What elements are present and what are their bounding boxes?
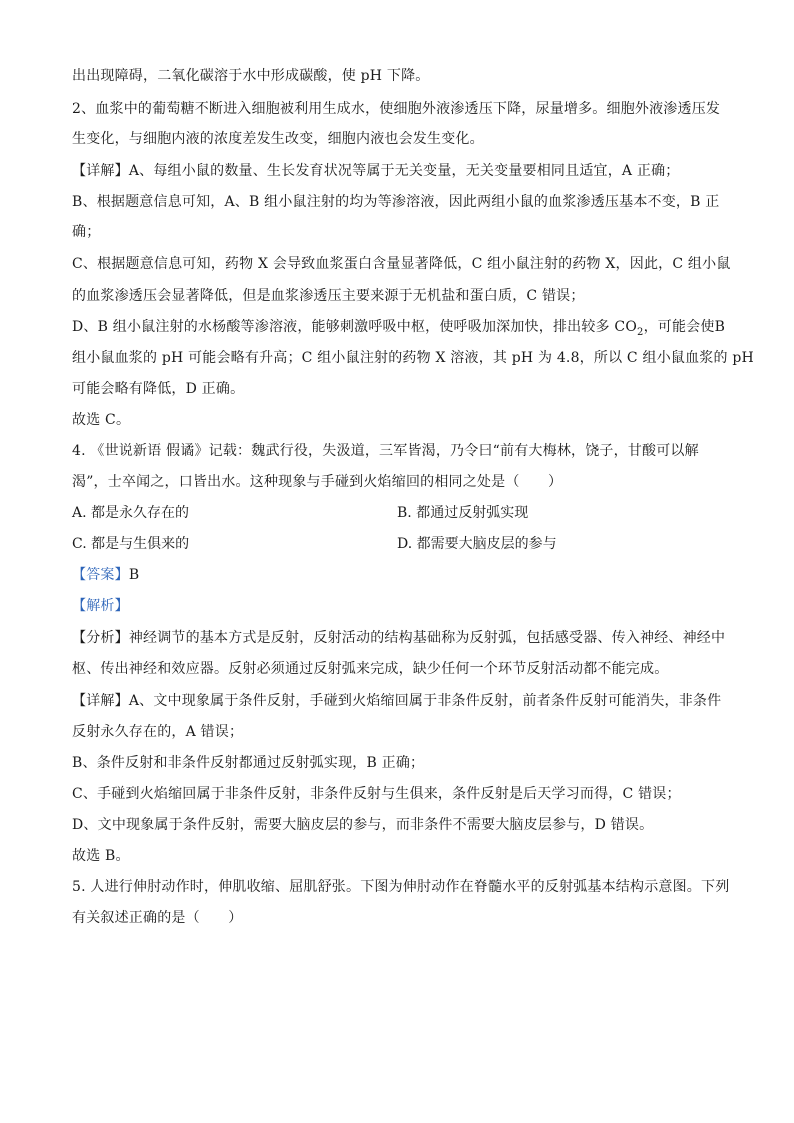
option-b: B. 都通过反射弧实现 bbox=[397, 505, 529, 521]
analysis-subtag: 【分析】 bbox=[72, 630, 129, 646]
text-line bbox=[72, 317, 732, 337]
text-line: B、根据题意信息可知，A、B 组小鼠注射的均为等渗溶液，因此两组小鼠的血浆渗透压基本不变，B 正 bbox=[72, 194, 720, 210]
question-4-line: 4. 《世说新语 假谲》记载：魏武行役，失汲道，三军皆渴，乃令曰“前有大梅林，饶子，甘酸可以解 bbox=[72, 443, 699, 459]
text-line: 生变化，与细胞内液的浓度差发生改变，细胞内液也会发生变化。 bbox=[72, 131, 484, 147]
option-a: A. 都是永久存在的 bbox=[72, 505, 190, 521]
text-line: 可能会略有降低，D 正确。 bbox=[72, 381, 245, 397]
option-c: C. 都是与生俱来的 bbox=[72, 536, 190, 552]
detail-tag: 【详解】 bbox=[72, 693, 129, 709]
analysis-tag: 【解析】 bbox=[72, 598, 129, 614]
question-5-line: 有关叙述正确的是（ ） bbox=[72, 910, 243, 926]
text-line: 组小鼠血浆的 pH 可能会略有升高；C 组小鼠注射的药物 X 溶液，其 pH 为 4.8，所以 C 组小鼠血浆的 pH bbox=[72, 350, 754, 366]
text-line: C、根据题意信息可知，药物 X 会导致血浆蛋白含量显著降低，C 组小鼠注射的药物 X，因此，C 组小鼠 bbox=[72, 256, 731, 272]
detail-line bbox=[72, 691, 732, 711]
text-line: B、条件反射和非条件反射都通过反射弧实现，B 正确； bbox=[72, 755, 425, 771]
answer-tag: 【答案】 bbox=[72, 567, 129, 583]
text-line: 出出现障碍，二氧化碳溶于水中形成碳酸，使 pH 下降。 bbox=[72, 68, 430, 84]
text-span: A、每组小鼠的数量、生长发育状况等属于无关变量，无关变量要相同且适宜，A 正确； bbox=[128, 163, 680, 179]
answer-line bbox=[72, 565, 732, 585]
question-5-line: 5. 人进行伸肘动作时，伸肌收缩、屈肌舒张。下图为伸肘动作在脊髓水平的反射弧基本结构示意图。下列 bbox=[72, 879, 730, 895]
text-line: C、手碰到火焰缩回属于非条件反射，非条件反射与生俱来，条件反射是后天学习而得，C 错误； bbox=[72, 786, 681, 802]
question-4-line: 渴”，士卒闻之，口皆出水。这种现象与手碰到火焰缩回的相同之处是（ ） bbox=[72, 474, 563, 490]
text-line: 的血浆渗透压会显著降低，但是血浆渗透压主要来源于无机盐和蛋白质，C 错误； bbox=[72, 288, 585, 304]
detail-line bbox=[72, 161, 732, 181]
text-line: 枢、传出神经和效应器。反射必须通过反射弧来完成，缺少任何一个环节反射活动都不能完成。 bbox=[72, 661, 669, 677]
choose-line: 故选 B。 bbox=[72, 848, 130, 864]
analysis-line bbox=[72, 628, 732, 648]
text-line: D、文中现象属于条件反射，需要大脑皮层的参与，而非条件不需要大脑皮层参与，D 错误。 bbox=[72, 817, 654, 833]
text-span: ，可能会使B bbox=[643, 319, 726, 335]
text-line: 反射永久存在的，A 错误； bbox=[72, 724, 244, 740]
detail-tag: 【详解】 bbox=[72, 163, 129, 179]
text-line: 确； bbox=[72, 224, 101, 240]
answer-value: B bbox=[128, 567, 140, 583]
option-d: D. 都需要大脑皮层的参与 bbox=[397, 536, 557, 552]
subscript: 2 bbox=[637, 326, 644, 338]
text-span: A、文中现象属于条件反射，手碰到火焰缩回属于非条件反射，前者条件反射可能消失，非条件 bbox=[128, 693, 722, 709]
text-span: 神经调节的基本方式是反射，反射活动的结构基础称为反射弧，包括感受器、传入神经、神经中 bbox=[128, 630, 726, 646]
text-span: D、B 组小鼠注射的水杨酸等渗溶液，能够刺激呼吸中枢，使呼吸加深加快，排出较多 CO bbox=[72, 319, 638, 335]
text-line: 2、血浆中的葡萄糖不断进入细胞被利用生成水，使细胞外液渗透压下降，尿量增多。细胞外液渗透压发 bbox=[72, 101, 721, 117]
choose-line: 故选 C。 bbox=[72, 412, 131, 428]
